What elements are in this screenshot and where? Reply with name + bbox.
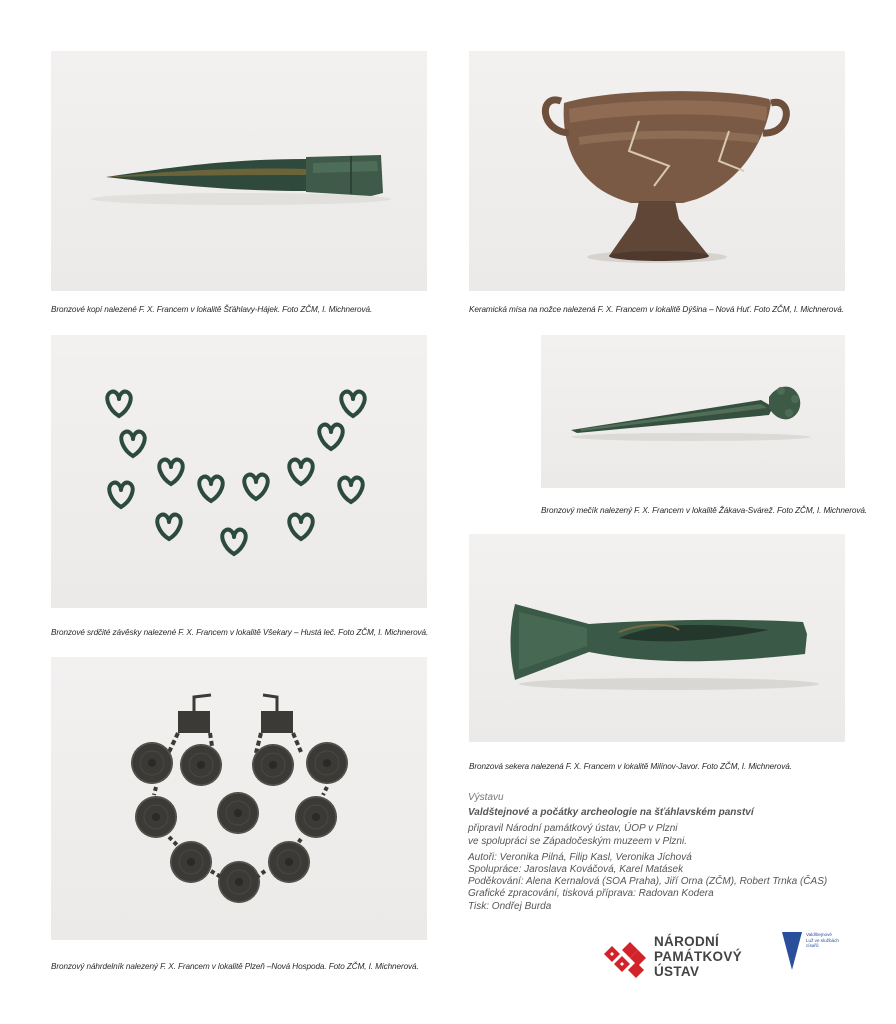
bowl-photo: [469, 51, 845, 291]
credits-line1: připravil Národní památkový ústav, ÚOP v Plzni: [468, 823, 678, 835]
npu-line1: NÁRODNÍ: [654, 934, 720, 949]
ceramic-bowl-image: [469, 51, 845, 291]
dagger-caption: Bronzový mečík nalezený F. X. Francem v lokalitě Žákava-Svárež. Foto ZČM, I. Michnerová.: [541, 506, 867, 515]
bronze-spear-image: [51, 51, 427, 291]
credits-collaboration: Spolupráce: Jaroslava Kováčová, Karel Matásek: [468, 864, 684, 876]
valdstejnove-logo-icon: [780, 930, 804, 974]
credits-line2: ve spolupráci se Západočeským muzeem v Plzni.: [468, 835, 687, 847]
npu-logo-icon: [600, 936, 650, 986]
vl-line2: Luž ve službách: [806, 937, 839, 943]
vl-line1: Valdštejnové: [806, 932, 832, 937]
bowl-caption: Keramická mísa na nožce nalezená F. X. Francem v lokalitě Dýšina – Nová Huť. Foto ZČM, I. Michnerová.: [469, 305, 844, 314]
credits-authors: Autoři: Veronika Pilná, Filip Kasl, Veronika Jíchová: [468, 851, 692, 863]
axe-caption: Bronzová sekera nalezená F. X. Francem v lokalitě Milínov-Javor. Foto ZČM, I. Michnerová.: [469, 762, 792, 771]
npu-line2: PAMÁTKOVÝ: [654, 949, 742, 964]
pendants-photo: [51, 335, 427, 608]
npu-logo-text: [654, 934, 742, 979]
bronze-dagger-image: [541, 335, 845, 488]
heart-pendants-image: [51, 335, 427, 608]
credits-print: Tisk: Ondřej Burda: [468, 900, 552, 912]
valdstejnove-logo: [780, 930, 860, 980]
spear-caption: Bronzové kopí nalezené F. X. Francem v lokalitě Šťáhlavy-Hájek. Foto ZČM, I. Michnerová.: [51, 305, 373, 314]
necklace-caption: Bronzový náhrdelník nalezený F. X. Francem v lokalitě Plzeň –Nová Hospoda. Foto ZČM, I. Michnerová.: [51, 962, 419, 971]
exhibition-credits: [468, 792, 848, 913]
bronze-axe-image: [469, 534, 845, 742]
axe-photo: [469, 534, 845, 742]
bronze-necklace-image: [51, 657, 427, 940]
credits-thanks: Poděkování: Alena Kernalová (SOA Praha), Jiří Orna (ZČM), Robert Trnka (ČAS): [468, 876, 828, 888]
credits-label: Výstavu: [468, 792, 504, 803]
credits-design: Grafické zpracování, tisková příprava: Radovan Kodera: [468, 888, 714, 900]
spear-photo: [51, 51, 427, 291]
valdstejnove-logo-text: [806, 932, 856, 949]
exhibition-title: Valdštejnové a počátky archeologie na šťáhlavském panství: [468, 807, 754, 819]
pendants-caption: Bronzové srdčité závěsky nalezené F. X. Francem v lokalitě Všekary – Hustá leč. Foto ZČM, I. Michnerová.: [51, 628, 429, 637]
npu-logo: [600, 930, 780, 990]
dagger-photo: [541, 335, 845, 488]
vl-line3: císařů: [806, 943, 819, 949]
necklace-photo: [51, 657, 427, 940]
npu-line3: ÚSTAV: [654, 964, 700, 979]
